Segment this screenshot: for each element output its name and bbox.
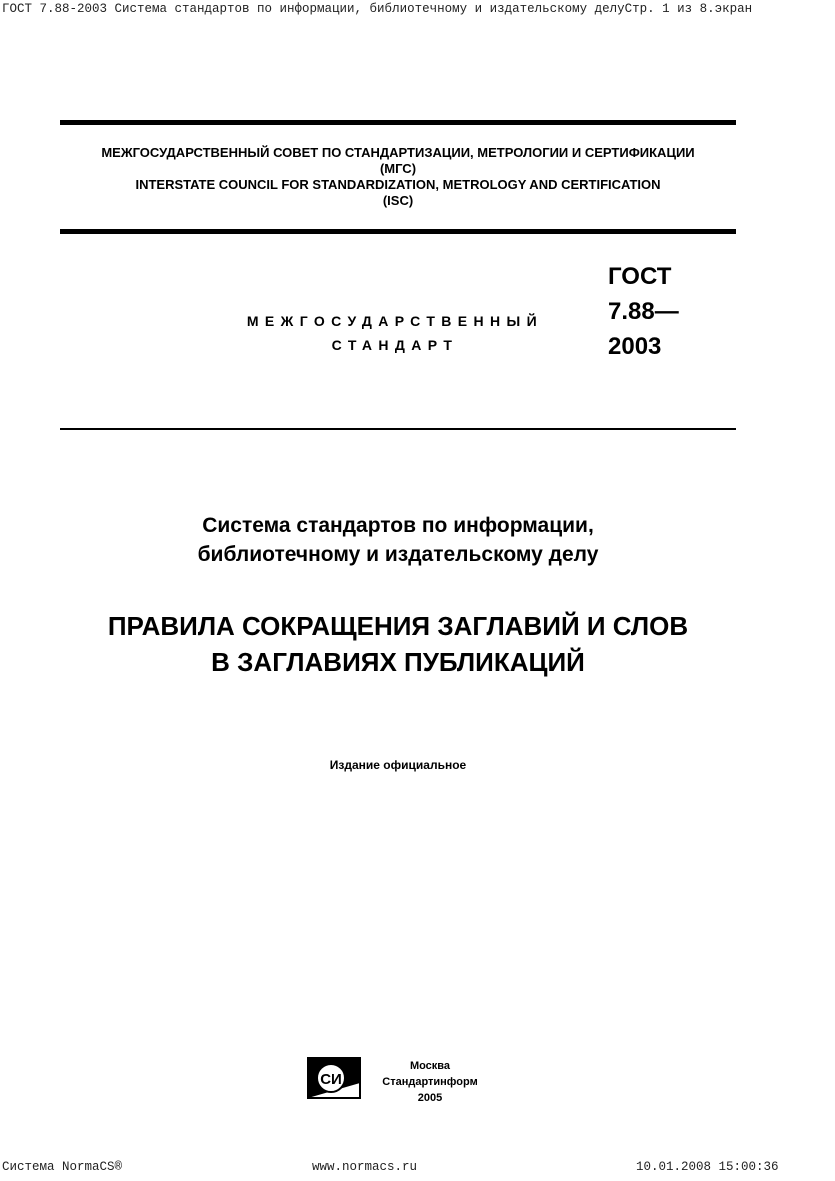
- edition-note: Издание официальное: [329, 758, 467, 772]
- council-name-ru: МЕЖГОСУДАРСТВЕННЫЙ СОВЕТ ПО СТАНДАРТИЗАЦИИ, МЕТРОЛОГИИ И СЕРТИФИКАЦИИ: [101, 145, 695, 160]
- council-abbr-ru: (МГС): [379, 161, 417, 176]
- footer-system-name: Система NormaCS®: [2, 1160, 123, 1174]
- standard-designation: [608, 259, 679, 364]
- publisher-block: [365, 1058, 495, 1106]
- series-title-line1: Система стандартов по информации,: [202, 514, 594, 537]
- designation-line1: ГОСТ: [608, 263, 672, 290]
- footer-timestamp: 10.01.2008 15:00:36: [636, 1160, 779, 1174]
- page-header: ГОСТ 7.88-2003 Система стандартов по информации, библиотечному и издательскому делуСтр. 1 из 8.экран: [2, 2, 753, 16]
- standard-type-line1: МЕЖГОСУДАРСТВЕННЫЙ: [246, 313, 544, 329]
- series-title-line2: библиотечному и издательскому делу: [197, 543, 599, 566]
- top-rule: [60, 120, 736, 125]
- standard-type: [200, 309, 590, 357]
- document-title: [40, 608, 756, 680]
- document-title-line2: В ЗАГЛАВИЯХ ПУБЛИКАЦИЙ: [211, 647, 585, 677]
- council-abbr-en: (ISC): [382, 193, 414, 208]
- publisher-name: Стандартинформ: [382, 1076, 478, 1088]
- series-title: [60, 511, 736, 569]
- footer-website-link[interactable]: www.normacs.ru: [312, 1160, 418, 1174]
- document-title-line1: ПРАВИЛА СОКРАЩЕНИЯ ЗАГЛАВИЙ И СЛОВ: [107, 611, 689, 641]
- designation-line2: 7.88—: [608, 298, 679, 325]
- designation-line3: 2003: [608, 333, 662, 360]
- council-bottom-rule: [60, 229, 736, 234]
- publisher-city: Москва: [409, 1060, 451, 1072]
- designation-bottom-rule: [60, 428, 736, 430]
- logo-lettering: СИ: [320, 1071, 342, 1088]
- standartinform-logo-icon: [307, 1057, 361, 1099]
- publisher-year: 2005: [417, 1092, 443, 1104]
- council-name-en: INTERSTATE COUNCIL FOR STANDARDIZATION, METROLOGY AND CERTIFICATION: [135, 177, 661, 192]
- council-block: [60, 145, 736, 209]
- standard-type-line2: СТАНДАРТ: [331, 337, 459, 353]
